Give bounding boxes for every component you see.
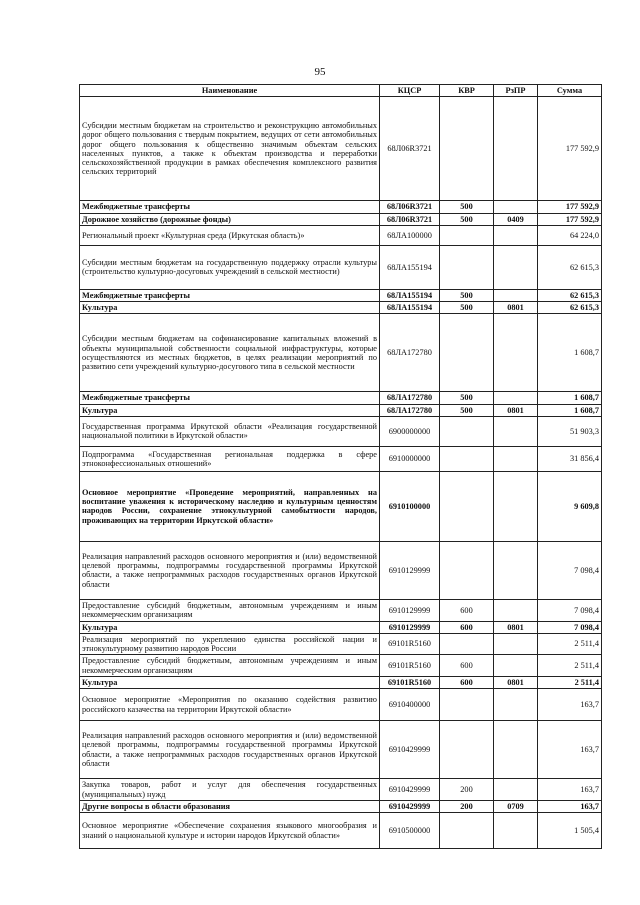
table-row: [80, 314, 602, 392]
row-kcsr: 68ЛА155194: [380, 289, 440, 301]
row-name: Другие вопросы в области образования: [80, 800, 380, 812]
row-sum: 163,7: [538, 721, 602, 779]
row-name: Межбюджетные трансферты: [80, 392, 380, 404]
table-row: [80, 289, 602, 301]
row-rzpr: [494, 97, 538, 201]
row-kvr: [440, 541, 494, 599]
row-kvr: [440, 721, 494, 779]
row-rzpr: [494, 392, 538, 404]
row-kcsr: 6910000000: [380, 446, 440, 471]
table-row: [80, 541, 602, 599]
row-name: Основное мероприятие «Проведение мероприятий, направленных на воспитание уважения к историческому наследию и культурным ценностям народов России, сохранение этнокультурной самобытности народов, проживающих на территории Иркутской области»: [80, 471, 380, 541]
row-rzpr: [494, 471, 538, 541]
row-kvr: [440, 97, 494, 201]
row-kvr: [440, 471, 494, 541]
row-kcsr: 68ЛА155194: [380, 302, 440, 314]
row-sum: 1 608,7: [538, 404, 602, 416]
header-name: Наименование: [80, 85, 380, 97]
row-name: Реализация направлений расходов основного мероприятия и (или) ведомственной целевой программы, подпрограммы государственной программы Иркутской области, а также непрограммных расходов государственных органов Иркутской области: [80, 721, 380, 779]
row-rzpr: [494, 813, 538, 849]
row-kvr: 200: [440, 800, 494, 812]
row-sum: 62 615,3: [538, 289, 602, 301]
row-rzpr: 0409: [494, 213, 538, 225]
row-rzpr: [494, 416, 538, 446]
row-rzpr: [494, 655, 538, 677]
row-kvr: 500: [440, 404, 494, 416]
row-sum: 163,7: [538, 800, 602, 812]
row-kcsr: 68ЛА155194: [380, 245, 440, 289]
row-rzpr: [494, 541, 538, 599]
table-row: [80, 621, 602, 633]
row-rzpr: [494, 689, 538, 721]
row-kvr: 500: [440, 302, 494, 314]
row-sum: 51 903,3: [538, 416, 602, 446]
row-sum: 163,7: [538, 779, 602, 801]
row-rzpr: [494, 446, 538, 471]
row-sum: 62 615,3: [538, 302, 602, 314]
row-kvr: 500: [440, 392, 494, 404]
row-kcsr: 6910129999: [380, 621, 440, 633]
row-rzpr: [494, 245, 538, 289]
row-rzpr: [494, 314, 538, 392]
row-name: Культура: [80, 676, 380, 688]
table-row: [80, 471, 602, 541]
row-sum: 177 592,9: [538, 97, 602, 201]
table-row: [80, 599, 602, 621]
row-rzpr: [494, 721, 538, 779]
row-sum: 1 608,7: [538, 314, 602, 392]
row-sum: 177 592,9: [538, 213, 602, 225]
row-kcsr: 68ЛА100000: [380, 225, 440, 245]
row-name: Культура: [80, 404, 380, 416]
row-kvr: [440, 446, 494, 471]
table-row: [80, 813, 602, 849]
row-kcsr: 68ЛА172780: [380, 392, 440, 404]
row-name: Субсидии местным бюджетам на государственную поддержку отрасли культуры (строительство культурно-досуговых учреждений в сельской местности): [80, 245, 380, 289]
row-kcsr: 68Л06R3721: [380, 97, 440, 201]
row-rzpr: 0801: [494, 302, 538, 314]
table-body: [80, 97, 602, 849]
row-sum: 2 511,4: [538, 655, 602, 677]
row-rzpr: 0801: [494, 676, 538, 688]
row-kvr: 500: [440, 289, 494, 301]
table-row: [80, 779, 602, 801]
row-rzpr: [494, 633, 538, 655]
row-rzpr: 0709: [494, 800, 538, 812]
table-row: [80, 302, 602, 314]
header-sum: Сумма: [538, 85, 602, 97]
row-rzpr: [494, 225, 538, 245]
table-header-row: [80, 85, 602, 97]
row-name: Реализация мероприятий по укреплению единства российской нации и этнокультурному развитию народов России: [80, 633, 380, 655]
table-row: [80, 245, 602, 289]
table-row: [80, 392, 602, 404]
row-name: Культура: [80, 302, 380, 314]
row-rzpr: [494, 201, 538, 213]
row-rzpr: 0801: [494, 404, 538, 416]
row-kcsr: 6910429999: [380, 721, 440, 779]
row-kvr: [440, 314, 494, 392]
row-kvr: 200: [440, 779, 494, 801]
row-kvr: 600: [440, 621, 494, 633]
row-kvr: [440, 225, 494, 245]
row-kvr: 600: [440, 599, 494, 621]
row-name: Подпрограмма «Государственная региональная поддержка в сфере этноконфессиональных отношений»: [80, 446, 380, 471]
row-sum: 62 615,3: [538, 245, 602, 289]
row-kcsr: 6910129999: [380, 599, 440, 621]
row-sum: 7 098,4: [538, 541, 602, 599]
row-name: Закупка товаров, работ и услуг для обеспечения государственных (муниципальных) нужд: [80, 779, 380, 801]
row-kvr: [440, 245, 494, 289]
row-name: Межбюджетные трансферты: [80, 201, 380, 213]
row-sum: 163,7: [538, 689, 602, 721]
table-row: [80, 676, 602, 688]
row-kcsr: 68Л06R3721: [380, 213, 440, 225]
table-row: [80, 800, 602, 812]
header-kvr: КВР: [440, 85, 494, 97]
row-kvr: [440, 416, 494, 446]
row-kcsr: 69101R5160: [380, 655, 440, 677]
row-kvr: [440, 813, 494, 849]
row-kcsr: 6910429999: [380, 779, 440, 801]
row-sum: 2 511,4: [538, 676, 602, 688]
row-sum: 7 098,4: [538, 599, 602, 621]
row-sum: 2 511,4: [538, 633, 602, 655]
row-kcsr: 6910500000: [380, 813, 440, 849]
row-rzpr: 0801: [494, 621, 538, 633]
row-sum: 64 224,0: [538, 225, 602, 245]
table-row: [80, 633, 602, 655]
row-rzpr: [494, 289, 538, 301]
row-sum: 31 856,4: [538, 446, 602, 471]
table-row: [80, 97, 602, 201]
table-row: [80, 201, 602, 213]
row-kcsr: 6910429999: [380, 800, 440, 812]
table-row: [80, 655, 602, 677]
row-kcsr: 68Л06R3721: [380, 201, 440, 213]
row-name: Предоставление субсидий бюджетным, автономным учреждениям и иным некоммерческим организациям: [80, 599, 380, 621]
row-name: Дорожное хозяйство (дорожные фонды): [80, 213, 380, 225]
table-row: [80, 225, 602, 245]
row-kvr: [440, 689, 494, 721]
row-name: Субсидии местным бюджетам на софинансирование капитальных вложений в объекты муниципальной собственности социальной инфраструктуры, которые осуществляются из местных бюджетов, в целях реализации мероприятий по развитию сети учреждений культурно-досугового типа в сельской местности: [80, 314, 380, 392]
row-kvr: [440, 633, 494, 655]
row-kcsr: 6910129999: [380, 541, 440, 599]
row-sum: 1 608,7: [538, 392, 602, 404]
row-name: Основное мероприятие «Обеспечение сохранения языкового многообразия и знаний о национальной культуре и истории народов Иркутской области»: [80, 813, 380, 849]
table-row: [80, 446, 602, 471]
row-kvr: 600: [440, 655, 494, 677]
budget-table: [79, 84, 602, 849]
row-name: Предоставление субсидий бюджетным, автономным учреждениям и иным некоммерческим организациям: [80, 655, 380, 677]
row-kcsr: 69101R5160: [380, 676, 440, 688]
row-kcsr: 6910100000: [380, 471, 440, 541]
row-kcsr: 6900000000: [380, 416, 440, 446]
page-number: 95: [314, 66, 326, 78]
row-rzpr: [494, 599, 538, 621]
row-name: Реализация направлений расходов основного мероприятия и (или) ведомственной целевой программы, подпрограммы государственной программы Иркутской области, а также непрограммных расходов государственных органов Иркутской области: [80, 541, 380, 599]
row-kcsr: 6910400000: [380, 689, 440, 721]
row-kcsr: 69101R5160: [380, 633, 440, 655]
table-row: [80, 721, 602, 779]
table-row: [80, 416, 602, 446]
row-kvr: 600: [440, 676, 494, 688]
row-name: Культура: [80, 621, 380, 633]
row-rzpr: [494, 779, 538, 801]
row-name: Основное мероприятие «Мероприятия по оказанию содействия развитию российского казачества на территории Иркутской области»: [80, 689, 380, 721]
row-sum: 1 505,4: [538, 813, 602, 849]
row-name: Государственная программа Иркутской области «Реализация государственной национальной политики в Иркутской области»: [80, 416, 380, 446]
row-sum: 9 609,8: [538, 471, 602, 541]
header-rzpr: РзПР: [494, 85, 538, 97]
table-row: [80, 213, 602, 225]
row-name: Межбюджетные трансферты: [80, 289, 380, 301]
header-kcsr: КЦСР: [380, 85, 440, 97]
row-kvr: 500: [440, 201, 494, 213]
row-kcsr: 68ЛА172780: [380, 314, 440, 392]
table-row: [80, 404, 602, 416]
row-kvr: 500: [440, 213, 494, 225]
table-row: [80, 689, 602, 721]
row-sum: 7 098,4: [538, 621, 602, 633]
row-name: Региональный проект «Культурная среда (Иркутская область)»: [80, 225, 380, 245]
row-kcsr: 68ЛА172780: [380, 404, 440, 416]
row-name: Субсидии местным бюджетам на строительство и реконструкцию автомобильных дорог общего пользования с твердым покрытием, ведущих от сети автомобильных дорог общего пользования к общественно значимым объектам сельских населенных пунктов, а также к объектам производства и переработки сельскохозяйственной продукции в рамках обеспечения комплексного развития сельских территорий: [80, 97, 380, 201]
row-sum: 177 592,9: [538, 201, 602, 213]
